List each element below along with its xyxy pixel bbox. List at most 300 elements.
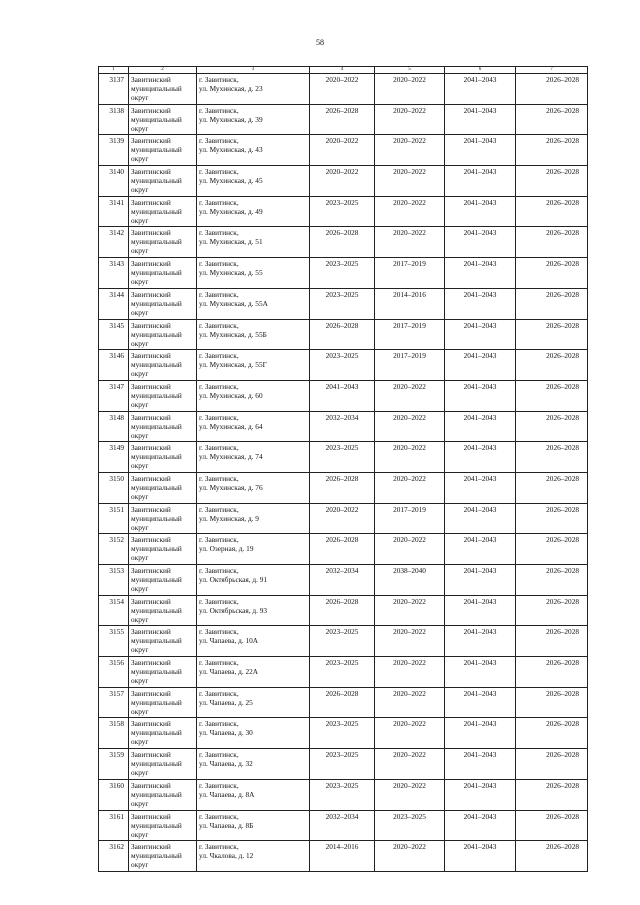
row-number-cell: 3148 xyxy=(99,411,129,442)
address-street: ул. Мухинская, д. 55Г xyxy=(199,360,267,370)
period-col6-cell: 2041–2043 xyxy=(445,718,516,749)
address-street: ул. Мухинская, д. 45 xyxy=(199,176,263,186)
table-row xyxy=(99,749,588,780)
period-col7-cell: 2026–2028 xyxy=(516,687,588,718)
period-col7-cell: 2026–2028 xyxy=(516,626,588,657)
row-number-cell: 3150 xyxy=(99,472,129,503)
period-col7-cell: 2026–2028 xyxy=(516,779,588,810)
municipality-line: округ xyxy=(131,522,149,532)
period-col5-cell: 2020–2022 xyxy=(375,534,445,565)
municipality-cell xyxy=(129,380,197,411)
period-col4-cell: 2023–2025 xyxy=(310,749,375,780)
period-col6-cell: 2041–2043 xyxy=(445,288,516,319)
address-street: ул. Мухинская, д. 55 xyxy=(199,268,263,278)
table-row xyxy=(99,319,588,350)
row-number-cell: 3155 xyxy=(99,626,129,657)
municipality-cell xyxy=(129,626,197,657)
period-col5-cell: 2020–2022 xyxy=(375,104,445,135)
column-number: 4 xyxy=(310,67,375,74)
address-cell xyxy=(197,319,310,350)
row-number-cell: 3147 xyxy=(99,380,129,411)
period-col4-cell: 2014–2016 xyxy=(310,841,375,872)
address-cell xyxy=(197,227,310,258)
period-col7-cell: 2026–2028 xyxy=(516,565,588,596)
municipality-line: муниципальный xyxy=(131,851,182,861)
municipality-cell xyxy=(129,350,197,381)
period-col6-cell: 2041–2043 xyxy=(445,595,516,626)
period-col7-cell: 2026–2028 xyxy=(516,74,588,105)
address-cell xyxy=(197,442,310,473)
municipality-cell xyxy=(129,657,197,688)
address-cell xyxy=(197,288,310,319)
municipality-line: Завитинский xyxy=(131,473,171,483)
period-col5-cell: 2020–2022 xyxy=(375,687,445,718)
municipality-line: Завитинский xyxy=(131,167,171,177)
column-number: 3 xyxy=(197,67,310,74)
period-col7-cell: 2026–2028 xyxy=(516,657,588,688)
address-street: ул. Мухинская, д. 39 xyxy=(199,114,263,124)
municipality-cell xyxy=(129,841,197,872)
period-col5-cell: 2020–2022 xyxy=(375,626,445,657)
address-city: г. Завитинск, xyxy=(199,320,239,330)
table-row xyxy=(99,380,588,411)
municipality-line: муниципальный xyxy=(131,820,182,830)
address-city: г. Завитинск, xyxy=(199,136,239,146)
period-col5-cell: 2020–2022 xyxy=(375,657,445,688)
municipality-line: муниципальный xyxy=(131,513,182,523)
period-col4-cell: 2032–2034 xyxy=(310,411,375,442)
row-number-cell: 3161 xyxy=(99,810,129,841)
period-col6-cell: 2041–2043 xyxy=(445,442,516,473)
period-col6-cell: 2041–2043 xyxy=(445,227,516,258)
address-street: ул. Мухинская, д. 51 xyxy=(199,237,263,247)
period-col6-cell: 2041–2043 xyxy=(445,749,516,780)
municipality-line: Завитинский xyxy=(131,412,171,422)
address-street: ул. Мухинская, д. 55А xyxy=(199,298,268,308)
municipality-line: округ xyxy=(131,768,149,778)
address-city: г. Завитинск, xyxy=(199,228,239,238)
table-body xyxy=(99,74,588,872)
period-col6-cell: 2041–2043 xyxy=(445,503,516,534)
municipality-line: муниципальный xyxy=(131,390,182,400)
municipality-line: округ xyxy=(131,645,149,655)
municipality-line: муниципальный xyxy=(131,421,182,431)
municipality-line: округ xyxy=(131,676,149,686)
address-cell xyxy=(197,749,310,780)
table-row xyxy=(99,565,588,596)
period-col5-cell: 2020–2022 xyxy=(375,841,445,872)
period-col6-cell: 2041–2043 xyxy=(445,258,516,289)
table-row xyxy=(99,166,588,197)
municipality-line: муниципальный xyxy=(131,176,182,186)
page-number: 58 xyxy=(316,38,324,47)
municipality-line: муниципальный xyxy=(131,206,182,216)
municipality-line: Завитинский xyxy=(131,197,171,207)
municipality-line: Завитинский xyxy=(131,504,171,514)
row-number-cell: 3143 xyxy=(99,258,129,289)
address-cell xyxy=(197,565,310,596)
period-col6-cell: 2041–2043 xyxy=(445,196,516,227)
period-col5-cell: 2020–2022 xyxy=(375,74,445,105)
municipality-line: Завитинский xyxy=(131,658,171,668)
municipality-cell xyxy=(129,74,197,105)
address-street: ул. Чапаева, д. 22А xyxy=(199,667,259,677)
period-col5-cell: 2020–2022 xyxy=(375,411,445,442)
address-street: ул. Мухинская, д. 74 xyxy=(199,452,263,462)
period-col7-cell: 2026–2028 xyxy=(516,749,588,780)
municipality-line: Завитинский xyxy=(131,320,171,330)
address-city: г. Завитинск, xyxy=(199,811,239,821)
period-col6-cell: 2041–2043 xyxy=(445,472,516,503)
address-street: ул. Мухинская, д. 60 xyxy=(199,390,263,400)
period-col7-cell: 2026–2028 xyxy=(516,595,588,626)
address-city: г. Завитинск, xyxy=(199,750,239,760)
municipality-line: округ xyxy=(131,338,149,348)
table-row xyxy=(99,196,588,227)
table-row xyxy=(99,810,588,841)
period-col4-cell: 2023–2025 xyxy=(310,626,375,657)
period-col4-cell: 2026–2028 xyxy=(310,595,375,626)
period-col7-cell: 2026–2028 xyxy=(516,411,588,442)
period-col6-cell: 2041–2043 xyxy=(445,657,516,688)
row-number-cell: 3145 xyxy=(99,319,129,350)
address-street: ул. Мухинская, д. 49 xyxy=(199,206,263,216)
address-city: г. Завитинск, xyxy=(199,596,239,606)
municipality-line: округ xyxy=(131,461,149,471)
row-number-cell: 3142 xyxy=(99,227,129,258)
municipality-cell xyxy=(129,196,197,227)
address-cell xyxy=(197,258,310,289)
address-street: ул. Чапаева, д. 10А xyxy=(199,636,259,646)
municipality-line: Завитинский xyxy=(131,750,171,760)
period-col6-cell: 2041–2043 xyxy=(445,319,516,350)
address-cell xyxy=(197,135,310,166)
municipality-line: муниципальный xyxy=(131,114,182,124)
municipality-line: округ xyxy=(131,798,149,808)
municipality-line: Завитинский xyxy=(131,811,171,821)
municipality-line: Завитинский xyxy=(131,228,171,238)
row-number-cell: 3144 xyxy=(99,288,129,319)
municipality-line: округ xyxy=(131,860,149,870)
municipality-line: муниципальный xyxy=(131,728,182,738)
table-row xyxy=(99,626,588,657)
address-cell xyxy=(197,472,310,503)
table-row xyxy=(99,74,588,105)
municipality-cell xyxy=(129,595,197,626)
municipality-line: Завитинский xyxy=(131,75,171,84)
municipality-line: округ xyxy=(131,553,149,563)
period-col5-cell: 2020–2022 xyxy=(375,442,445,473)
table-row xyxy=(99,472,588,503)
address-street: ул. Мухинская, д. 23 xyxy=(199,84,263,93)
address-street: ул. Озерная, д. 19 xyxy=(199,544,254,554)
municipality-line: муниципальный xyxy=(131,452,182,462)
municipality-cell xyxy=(129,411,197,442)
address-street: ул. Чапаева, д. 8Б xyxy=(199,820,254,830)
period-col5-cell: 2020–2022 xyxy=(375,749,445,780)
period-col7-cell: 2026–2028 xyxy=(516,319,588,350)
period-col4-cell: 2023–2025 xyxy=(310,442,375,473)
period-col4-cell: 2020–2022 xyxy=(310,135,375,166)
period-col7-cell: 2026–2028 xyxy=(516,472,588,503)
period-col7-cell: 2026–2028 xyxy=(516,442,588,473)
address-cell xyxy=(197,687,310,718)
period-col6-cell: 2041–2043 xyxy=(445,810,516,841)
period-col4-cell: 2020–2022 xyxy=(310,74,375,105)
period-col5-cell: 2020–2022 xyxy=(375,472,445,503)
period-col5-cell: 2020–2022 xyxy=(375,135,445,166)
period-col7-cell: 2026–2028 xyxy=(516,196,588,227)
period-col6-cell: 2041–2043 xyxy=(445,411,516,442)
municipality-line: округ xyxy=(131,584,149,593)
municipality-line: Завитинский xyxy=(131,627,171,637)
address-city: г. Завитинск, xyxy=(199,105,239,115)
municipality-line: округ xyxy=(131,706,149,716)
address-cell xyxy=(197,104,310,135)
address-city: г. Завитинск, xyxy=(199,535,239,545)
period-col6-cell: 2041–2043 xyxy=(445,350,516,381)
municipality-cell xyxy=(129,810,197,841)
address-city: г. Завитинск, xyxy=(199,688,239,698)
address-street: ул. Чкалова, д. 12 xyxy=(199,851,254,861)
municipality-line: Завитинский xyxy=(131,289,171,299)
period-col4-cell: 2023–2025 xyxy=(310,779,375,810)
table-row xyxy=(99,779,588,810)
row-number-cell: 3153 xyxy=(99,565,129,596)
row-number-cell: 3139 xyxy=(99,135,129,166)
municipality-cell xyxy=(129,258,197,289)
municipality-line: Завитинский xyxy=(131,443,171,453)
period-col4-cell: 2023–2025 xyxy=(310,657,375,688)
municipality-cell xyxy=(129,779,197,810)
period-col7-cell: 2026–2028 xyxy=(516,135,588,166)
period-col5-cell: 2014–2016 xyxy=(375,288,445,319)
period-col5-cell: 2020–2022 xyxy=(375,779,445,810)
address-street: ул. Чапаева, д. 25 xyxy=(199,697,253,707)
municipality-line: Завитинский xyxy=(131,381,171,391)
municipality-cell xyxy=(129,227,197,258)
municipality-cell xyxy=(129,442,197,473)
address-city: г. Завитинск, xyxy=(199,780,239,790)
municipality-line: муниципальный xyxy=(131,84,182,93)
address-city: г. Завитинск, xyxy=(199,473,239,483)
table-row xyxy=(99,503,588,534)
table-row xyxy=(99,595,588,626)
table-row xyxy=(99,104,588,135)
municipality-cell xyxy=(129,503,197,534)
period-col5-cell: 2020–2022 xyxy=(375,227,445,258)
row-number-cell: 3159 xyxy=(99,749,129,780)
period-col5-cell: 2017–2019 xyxy=(375,319,445,350)
address-city: г. Завитинск, xyxy=(199,259,239,269)
address-street: ул. Октябрьская, д. 93 xyxy=(199,605,268,615)
period-col4-cell: 2026–2028 xyxy=(310,534,375,565)
period-col6-cell: 2041–2043 xyxy=(445,779,516,810)
period-col6-cell: 2041–2043 xyxy=(445,687,516,718)
housing-schedule-table xyxy=(98,66,588,872)
municipality-line: муниципальный xyxy=(131,237,182,247)
address-cell xyxy=(197,657,310,688)
address-city: г. Завитинск, xyxy=(199,289,239,299)
municipality-line: округ xyxy=(131,185,149,195)
municipality-line: Завитинский xyxy=(131,351,171,361)
period-col4-cell: 2032–2034 xyxy=(310,565,375,596)
period-col4-cell: 2041–2043 xyxy=(310,380,375,411)
table-row xyxy=(99,841,588,872)
address-street: ул. Мухинская, д. 9 xyxy=(199,513,259,523)
municipality-cell xyxy=(129,749,197,780)
row-number-cell: 3146 xyxy=(99,350,129,381)
column-number: 7 xyxy=(516,67,588,74)
municipality-line: округ xyxy=(131,430,149,440)
municipality-cell xyxy=(129,687,197,718)
period-col7-cell: 2026–2028 xyxy=(516,503,588,534)
row-number-cell: 3141 xyxy=(99,196,129,227)
period-col6-cell: 2041–2043 xyxy=(445,626,516,657)
period-col6-cell: 2041–2043 xyxy=(445,74,516,105)
period-col4-cell: 2026–2028 xyxy=(310,227,375,258)
address-city: г. Завитинск, xyxy=(199,412,239,422)
municipality-line: Завитинский xyxy=(131,535,171,545)
table-row xyxy=(99,718,588,749)
municipality-line: округ xyxy=(131,737,149,747)
period-col5-cell: 2017–2019 xyxy=(375,350,445,381)
municipality-line: Завитинский xyxy=(131,842,171,852)
period-col5-cell: 2020–2022 xyxy=(375,595,445,626)
period-col7-cell: 2026–2028 xyxy=(516,810,588,841)
table-row xyxy=(99,135,588,166)
municipality-line: муниципальный xyxy=(131,360,182,370)
row-number-cell: 3158 xyxy=(99,718,129,749)
table-row xyxy=(99,288,588,319)
period-col7-cell: 2026–2028 xyxy=(516,288,588,319)
period-col4-cell: 2026–2028 xyxy=(310,472,375,503)
municipality-line: муниципальный xyxy=(131,789,182,799)
period-col7-cell: 2026–2028 xyxy=(516,718,588,749)
period-col7-cell: 2026–2028 xyxy=(516,166,588,197)
address-cell xyxy=(197,595,310,626)
period-col5-cell: 2017–2019 xyxy=(375,503,445,534)
municipality-cell xyxy=(129,104,197,135)
municipality-line: Завитинский xyxy=(131,105,171,115)
address-street: ул. Мухинская, д. 43 xyxy=(199,145,263,155)
address-cell xyxy=(197,779,310,810)
address-street: ул. Мухинская, д. 76 xyxy=(199,482,263,492)
municipality-cell xyxy=(129,319,197,350)
column-number: 1 xyxy=(99,67,129,74)
address-city: г. Завитинск, xyxy=(199,197,239,207)
period-col5-cell: 2020–2022 xyxy=(375,166,445,197)
address-cell xyxy=(197,626,310,657)
municipality-line: округ xyxy=(131,215,149,225)
table-row xyxy=(99,442,588,473)
period-col6-cell: 2041–2043 xyxy=(445,380,516,411)
period-col6-cell: 2041–2043 xyxy=(445,534,516,565)
period-col5-cell: 2023–2025 xyxy=(375,810,445,841)
period-col6-cell: 2041–2043 xyxy=(445,104,516,135)
municipality-line: муниципальный xyxy=(131,697,182,707)
address-city: г. Завитинск, xyxy=(199,842,239,852)
municipality-line: Завитинский xyxy=(131,136,171,146)
address-street: ул. Чапаева, д. 30 xyxy=(199,728,253,738)
period-col4-cell: 2026–2028 xyxy=(310,687,375,718)
column-number: 6 xyxy=(445,67,516,74)
period-col7-cell: 2026–2028 xyxy=(516,380,588,411)
period-col4-cell: 2023–2025 xyxy=(310,288,375,319)
address-city: г. Завитинск, xyxy=(199,381,239,391)
row-number-cell: 3140 xyxy=(99,166,129,197)
period-col5-cell: 2020–2022 xyxy=(375,196,445,227)
period-col6-cell: 2041–2043 xyxy=(445,841,516,872)
row-number-cell: 3154 xyxy=(99,595,129,626)
municipality-line: округ xyxy=(131,369,149,379)
table-row xyxy=(99,227,588,258)
address-cell xyxy=(197,74,310,105)
municipality-line: муниципальный xyxy=(131,329,182,339)
period-col7-cell: 2026–2028 xyxy=(516,227,588,258)
address-cell xyxy=(197,810,310,841)
table-row xyxy=(99,534,588,565)
municipality-line: муниципальный xyxy=(131,268,182,278)
municipality-line: Завитинский xyxy=(131,259,171,269)
address-cell xyxy=(197,380,310,411)
period-col4-cell: 2032–2034 xyxy=(310,810,375,841)
municipality-line: округ xyxy=(131,123,149,133)
address-street: ул. Мухинская, д. 64 xyxy=(199,421,263,431)
municipality-cell xyxy=(129,472,197,503)
municipality-line: муниципальный xyxy=(131,482,182,492)
municipality-line: округ xyxy=(131,277,149,287)
address-city: г. Завитинск, xyxy=(199,351,239,361)
municipality-line: Завитинский xyxy=(131,566,171,575)
municipality-cell xyxy=(129,565,197,596)
municipality-line: Завитинский xyxy=(131,780,171,790)
period-col4-cell: 2026–2028 xyxy=(310,104,375,135)
municipality-cell xyxy=(129,534,197,565)
period-col5-cell: 2017–2019 xyxy=(375,258,445,289)
period-col4-cell: 2023–2025 xyxy=(310,718,375,749)
period-col7-cell: 2026–2028 xyxy=(516,534,588,565)
period-col4-cell: 2023–2025 xyxy=(310,350,375,381)
period-col4-cell: 2020–2022 xyxy=(310,503,375,534)
municipality-line: округ xyxy=(131,154,149,164)
municipality-line: муниципальный xyxy=(131,544,182,554)
address-cell xyxy=(197,411,310,442)
municipality-line: округ xyxy=(131,93,149,102)
table-row xyxy=(99,657,588,688)
address-cell xyxy=(197,350,310,381)
address-street: ул. Чапаева, д. 32 xyxy=(199,759,253,769)
municipality-cell xyxy=(129,288,197,319)
municipality-line: округ xyxy=(131,307,149,317)
municipality-line: муниципальный xyxy=(131,605,182,615)
address-cell xyxy=(197,841,310,872)
address-cell xyxy=(197,196,310,227)
address-city: г. Завитинск, xyxy=(199,627,239,637)
municipality-cell xyxy=(129,166,197,197)
address-city: г. Завитинск, xyxy=(199,719,239,729)
period-col7-cell: 2026–2028 xyxy=(516,350,588,381)
municipality-line: округ xyxy=(131,829,149,839)
municipality-cell xyxy=(129,718,197,749)
column-number: 2 xyxy=(129,67,197,74)
table-row xyxy=(99,687,588,718)
municipality-line: округ xyxy=(131,491,149,501)
address-cell xyxy=(197,718,310,749)
address-city: г. Завитинск, xyxy=(199,504,239,514)
period-col5-cell: 2020–2022 xyxy=(375,718,445,749)
table-row xyxy=(99,411,588,442)
